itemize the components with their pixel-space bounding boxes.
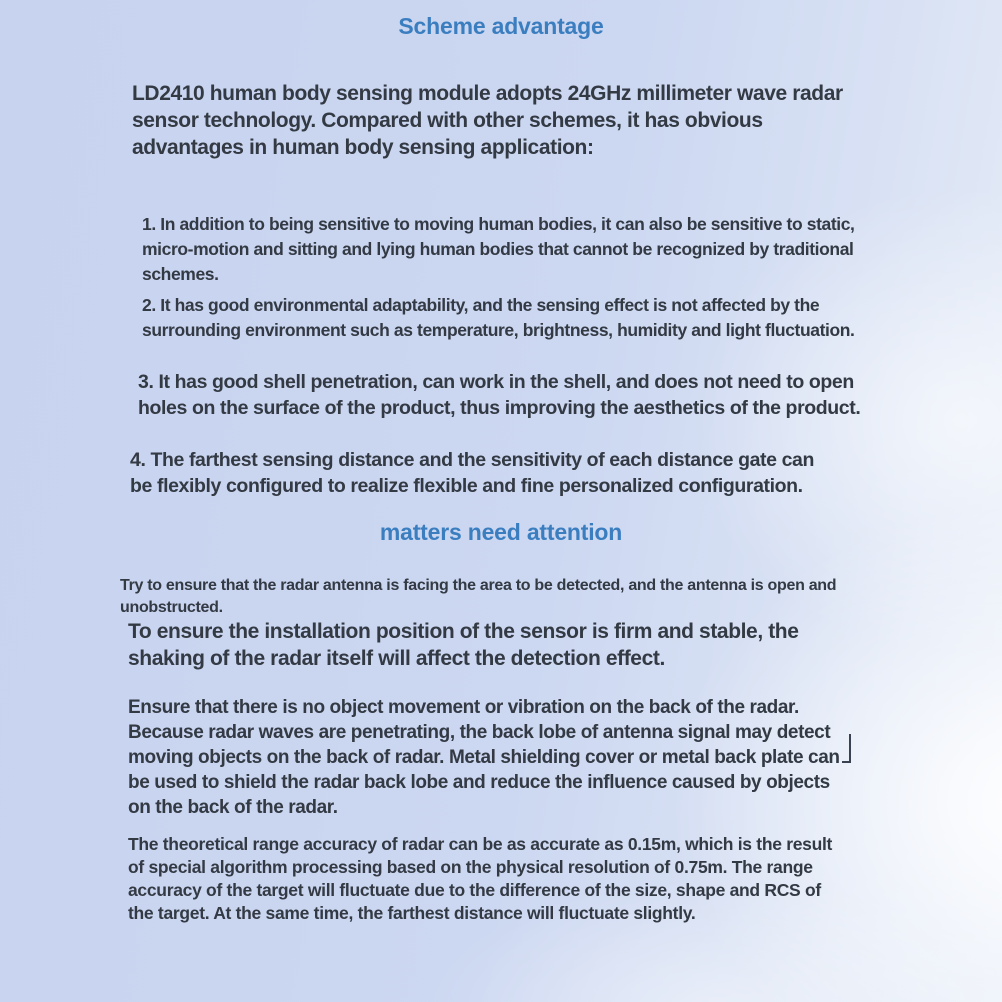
advantage-point-3: 3. It has good shell penetration, can work in the shell, and does not need to open holes on the surface of the product, thus improving the aesthetics of the product. xyxy=(138,371,861,419)
scheme-advantage-heading: Scheme advantage xyxy=(398,13,604,39)
advantage-point-4: 4. The farthest sensing distance and the sensitivity of each distance gate can be flexibly configured to realize flexible and fine personalized configuration. xyxy=(130,449,815,497)
advantage-point-1: 1. In addition to being sensitive to moving human bodies, it can also be sensitive to static, micro-motion and sitting and lying human bodies that cannot be recognized by traditional schemes. xyxy=(142,214,855,284)
attention-note-installation: To ensure the installation position of the sensor is firm and stable, the shaking of the radar itself will affect the detection effect. xyxy=(128,620,799,670)
text-cursor-artifact xyxy=(849,734,851,763)
scheme-intro-paragraph: LD2410 human body sensing module adopts 24GHz millimeter wave radar sensor technology. Compared with other schemes, it has obvious advantages in human body sensing application: xyxy=(132,82,843,159)
attention-note-antenna: Try to ensure that the radar antenna is facing the area to be detected, and the antenna is open and unobstructed. xyxy=(120,577,837,616)
attention-note-range-accuracy: The theoretical range accuracy of radar can be as accurate as 0.15m, which is the result of special algorithm processing based on the physical resolution of 0.75m. The range accuracy of the target will fluctuate due to the difference of the size, shape and RCS of the target. At the same time, the farthest distance will fluctuate slightly. xyxy=(128,834,833,923)
matters-need-attention-heading: matters need attention xyxy=(379,519,623,545)
attention-note-back-lobe: Ensure that there is no object movement or vibration on the back of the radar. Because radar waves are penetrating, the back lobe of antenna signal may detect moving objects on the back of radar. Metal shielding cover or metal back plate can be used to shield the radar back lobe and reduce the influence caused by objects on the back of the radar. xyxy=(128,697,840,818)
advantage-point-2: 2. It has good environmental adaptability, and the sensing effect is not affected by the surrounding environment such as temperature, brightness, humidity and light fluctuation. xyxy=(142,295,855,340)
